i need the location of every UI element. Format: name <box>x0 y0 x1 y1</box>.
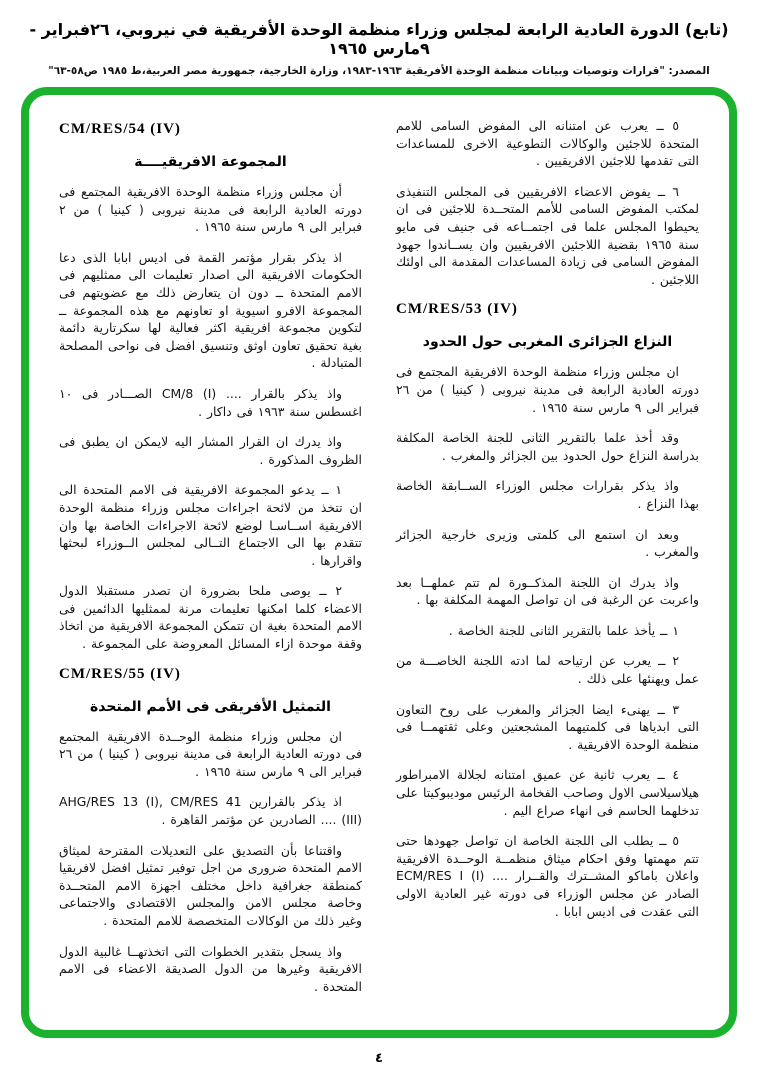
resolution-title-african-group: المجموعة الافريقيــــة <box>134 154 287 170</box>
paragraph: وبعد ان استمع الى كلمتى وزيرى خارجية الجزائر والمغرب . <box>396 526 699 560</box>
paragraph: اذ يذكر بقرار مؤتمر القمة فى اديس ابابا الذى دعا الحكومات الافريقية الى اصدار تعليمات الى ممثليهم فى الامم المتحدة ــ دون ان يتعارض ذلك مع عضويتهم فى المجموعة الافرو اسيوية او تعاونهم مع هذه المجموعة ــ لتكوين مجموعة افريقية اكثر فعالية لها سكرتارية دائمة بغية تحقيق تعاون اوثق وتنسيق افضل فى نواحى المصلحة المتبادلة . <box>59 249 362 371</box>
paragraph: واذ يذكر بالقرار .... CM/8 (I) الصـــادر فى ١٠ اغسطس سنة ١٩٦٣ فى داكار . <box>59 385 362 419</box>
paragraph: ٥ ــ يطلب الى اللجنة الخاصة ان تواصل جهودها حتى تتم مهمتها وفق احكام ميثاق منظمــة الوحــدة الافريقية واعلان باماكو المشــترك والقــرار .... ECM/RES I (I) الصادر عن مجلس الوزراء فى دورته غير العادية الاولى التى عقدت فى اديس ابابا . <box>396 833 699 919</box>
page-header <box>0 20 758 77</box>
resolution-code-cm-res-55: CM/RES/55 (IV) <box>59 665 181 682</box>
paragraph: ١ ــ يدعو المجموعة الافريقية فى الامم المتحدة الى ان تتخذ من لائحة اجراءات مجلس وزراء منظمة الوحدة الافريقية اســاسـا لوضع لائحة الاجراءات الخاصة بها وان تتقدم بها الى الاجتماع التــالى لمجلس الــوزراء لبحثها واقرارها . <box>59 482 362 568</box>
paragraph: أن مجلس وزراء منظمة الوحدة الافريقية المجتمع فى دورته العادية الرابعة فى مدينة نيروبى ( كينيا ) من ٢ فبراير الى ٩ مارس سنة ١٩٦٥ . <box>59 184 362 235</box>
paragraph: واذ يدرك ان اللجنة المذكــورة لم تتم عملهــا بعد واعربت عن الرغبة فى ان تواصل المهمة المكلفة بها . <box>396 574 699 608</box>
resolution-title-african-representation: التمثيل الأفريقى فى الأمم المتحدة <box>90 698 331 715</box>
paragraph: واذ يدرك ان القرار المشار اليه لايمكن ان يطبق فى الظروف المذكورة . <box>59 434 362 467</box>
paragraph: ١ ــ يأخذ علما بالتقرير الثانى للجنة الخاصة . <box>448 622 679 638</box>
paragraph: واذ يذكر بقرارات مجلس الوزراء الســابقة الخاصة بهذا النزاع . <box>396 478 699 511</box>
paragraph: اذ يذكر بالقرارين AHG/RES 13 (I), CM/RES 41 (III) .... الصادرين عن مؤتمر القاهرة . <box>59 794 362 828</box>
paragraph: وقد أخذ علما بالتقرير الثانى للجنة الخاصة المكلفة بدراسة النزاع حول الحدود بين الجزائر والمغرب . <box>396 430 699 463</box>
page-number: ٤ <box>375 1051 383 1066</box>
paragraph-item-6-refugees: ٦ ــ يفوض الاعضاء الافريقيين فى المجلس التنفيذى لمكتب المفوض السامى للأمم المتحــدة للاجئين فى ان يحيطوا المجلس علما فى اجتمــاعه فى جنيف فى مايو سنة ١٩٦٥ بقضية اللاجئين الافريقيين وان يســاندوا جهود المفوض السامى فى زيادة المساعدات المقدمة الى اولئك اللاجئين . <box>396 183 699 287</box>
paragraph: ٣ ــ يهنىء ايضا الجزائر والمغرب على روح التعاون التى ابدياها فى كلمتيهما المشجعتين وعلى ثقتهمــا فى منظمة الوحدة الافريقية . <box>396 701 699 752</box>
paragraph-item-5-refugees: ٥ ــ يعرب عن امتنانه الى المفوض السامى للامم المتحدة للاجئين والوكالات التطوعية الاخرى للمساعدات التى تقدمها للاجئين الافريقيين . <box>396 118 699 169</box>
paragraph: واذ يسجل بتقدير الخطوات التى اتخذتهــا غالبية الدول الافريقية وغيرها من الدول الصديقة الاعضاء فى الامم المتحدة . <box>59 943 362 994</box>
header-title: (تابع) الدورة العادية الرابعة لمجلس وزراء منظمة الوحدة الأفريقية في نيروبي، ٢٦فبراير - ٩مارس ١٩٦٥ <box>29 20 729 58</box>
paragraph: ٤ ــ يعرب ثانية عن عميق امتنانه لجلالة الامبراطور هيلاسيلاسى الاول وصاحب الفخامة الرئيس موديبوكيتا على تدخلهما الحاسم فى انهاء صراع اليم . <box>396 767 699 818</box>
column-right <box>396 111 699 1020</box>
resolution-code-cm-res-53: CM/RES/53 (IV) <box>396 301 518 318</box>
paragraph: واقتناعا بأن التصديق على التعديلات المقترحة لميثاق الامم المتحدة ضرورى من اجل توفير تمثيل افضل لافريقيا كمنطقة جغرافية داخل مختلف اجهزة الامم المتحــدة وخاصة مجلس الامن والمجلس الاقتصادى والاجتماعى وغير ذلك من الوكالات المتخصصة للامم المتحدة . <box>59 842 362 928</box>
column-left <box>59 111 362 1020</box>
paragraph: ٢ ــ يعرب عن ارتياحه لما ادته اللجنة الخاصـــة من عمل ويهنئها على ذلك . <box>396 653 699 687</box>
paragraph: ان مجلس وزراء منظمة الوحدة الافريقية المجتمع فى دورته العادية الرابعة فى مدينة نيروبى ( كينيا ) من ٢٦ فبراير الى ٩ مارس سنة ١٩٦٥ . <box>396 364 699 415</box>
paragraph: ان مجلس وزراء منظمة الوحــدة الافريقية المجتمع فى دورته العادية الرابعة فى مدينة نيروبى ( كينيا ) من ٢٦ فبراير الى ٩ مارس سنة ١٩٦٥ . <box>59 728 362 779</box>
green-border-frame <box>21 87 737 1038</box>
resolution-code-cm-res-54: CM/RES/54 (IV) <box>59 121 181 137</box>
paragraph: ٢ ــ يوصى ملحا بضرورة ان تصدر مستقبلا الدول الاعضاء كلما امكنها تعليمات مرنة لممثليها الدائمين فى الامم المتحدة بغية ان تتمكن المجموعة الافريقية من اتخاذ وقفة موحدة ازاء المسائل المعروضة على المجموعة . <box>59 583 362 652</box>
header-source-line: المصدر: "قرارات وتوصيات وبيانات منظمة الوحدة الأفريقية ١٩٦٣-١٩٨٣، وزارة الخارجية، جمهورية مصر العربية،ط ١٩٨٥ ص٥٨-٦٣" <box>48 65 710 77</box>
two-column-layout <box>29 95 729 1030</box>
resolution-title-border-dispute: النزاع الجزائرى المغربى حول الحدود <box>422 334 673 351</box>
